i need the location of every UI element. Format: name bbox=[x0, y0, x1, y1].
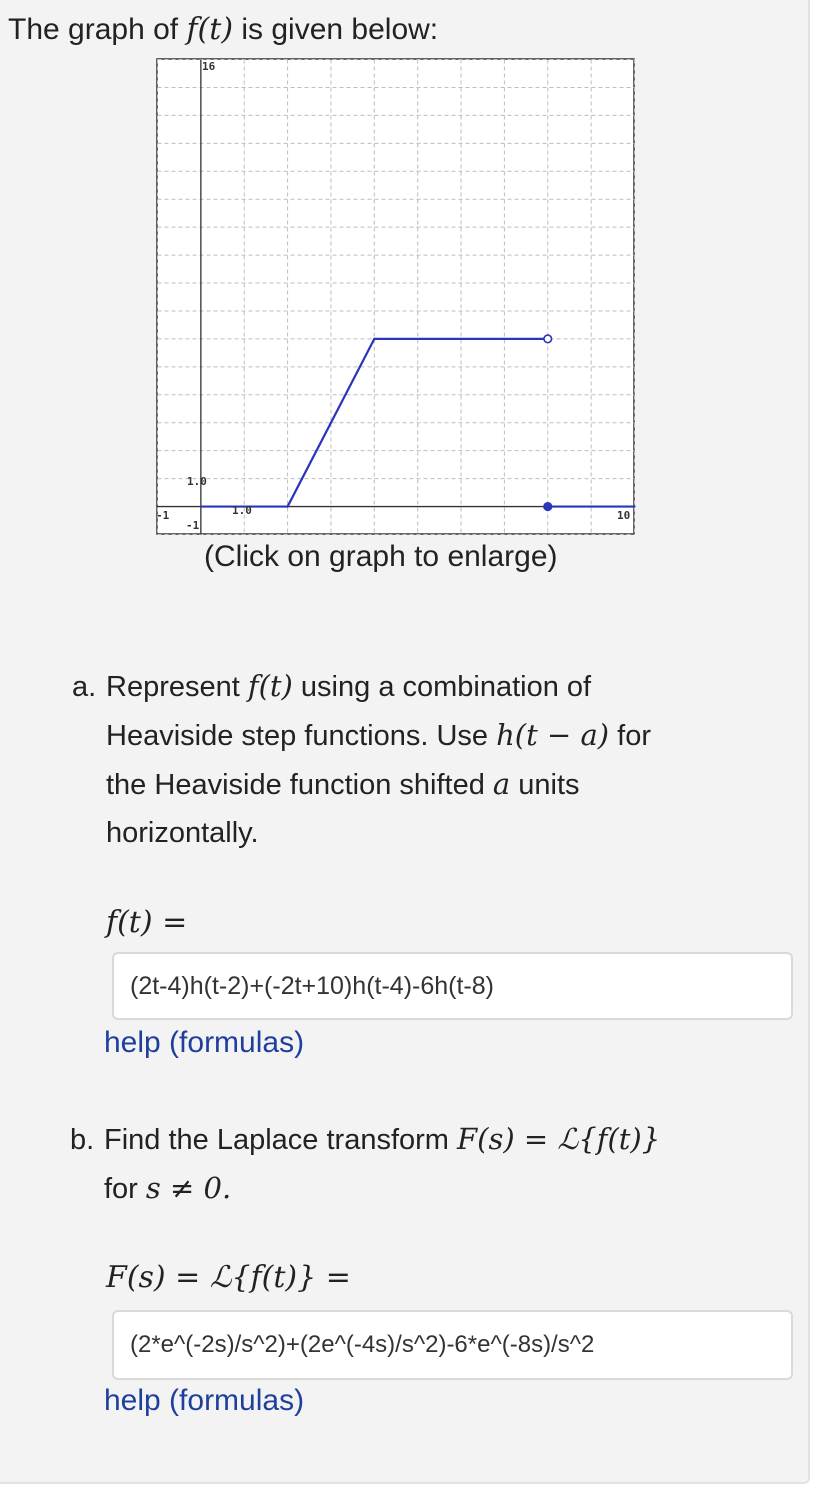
intro-suffix: is given below: bbox=[233, 13, 439, 46]
tick-x-one: 1.0 bbox=[232, 504, 252, 517]
intro-func: f(t) bbox=[186, 12, 234, 47]
part-a-a-var: a bbox=[492, 767, 511, 801]
part-b-label: b. bbox=[70, 1124, 95, 1156]
laplace-answer-label: F(s) = ℒ{f(t)} = bbox=[106, 1260, 351, 1295]
closed-endpoint-2 bbox=[544, 503, 552, 511]
part-a-func: f(t) bbox=[247, 669, 293, 703]
laplace-answer-input[interactable]: (2*e^(-2s)/s^2)+(2e^(-4s)/s^2)-6*e^(-8s)/s^2 bbox=[112, 1310, 793, 1380]
part-b-line2: for bbox=[104, 1173, 146, 1205]
graph-frame bbox=[157, 59, 634, 534]
tick-x-right: 10 bbox=[617, 509, 631, 522]
part-a-line4: horizontally. bbox=[106, 817, 259, 849]
graph-svg[interactable] bbox=[156, 58, 636, 536]
part-b-cond: s ≠ 0. bbox=[145, 1171, 232, 1205]
part-a-text1: Represent bbox=[106, 671, 248, 703]
part-a-label: a. bbox=[72, 671, 97, 703]
open-endpoint-1 bbox=[544, 335, 552, 343]
tick-y-one: 1.0 bbox=[187, 475, 207, 488]
intro-prefix: The graph of bbox=[8, 13, 187, 46]
help-formulas-link-b[interactable]: help (formulas) bbox=[104, 1384, 305, 1417]
part-b-question bbox=[70, 1115, 800, 1213]
part-b-text1: Find the Laplace transform bbox=[104, 1124, 458, 1156]
part-a-h-expr: h(t − a) bbox=[496, 718, 610, 752]
intro-text bbox=[8, 12, 438, 47]
function-graph[interactable] bbox=[156, 58, 636, 536]
part-a-line2-end: for bbox=[609, 720, 651, 752]
help-formulas-link-a[interactable]: help (formulas) bbox=[104, 1026, 305, 1059]
graph-caption[interactable]: (Click on graph to enlarge) bbox=[204, 540, 558, 573]
part-a-line2: Heaviside step functions. Use bbox=[106, 720, 497, 752]
f-answer-label: f(t) = bbox=[106, 905, 188, 940]
part-a-line3: the Heaviside function shifted bbox=[106, 769, 493, 801]
tick-y-top: 16 bbox=[202, 60, 216, 73]
part-a-text2: using a combination of bbox=[292, 671, 592, 703]
part-a-line3-end: units bbox=[510, 769, 580, 801]
tick-y-minus: -1 bbox=[186, 519, 200, 532]
part-a-question bbox=[72, 662, 762, 857]
part-b-expr: F(s) = ℒ{f(t)} bbox=[457, 1122, 661, 1156]
tick-x-minus: -1 bbox=[156, 509, 170, 522]
f-answer-input[interactable]: (2t-4)h(t-2)+(-2t+10)h(t-4)-6h(t-8) bbox=[112, 952, 793, 1020]
